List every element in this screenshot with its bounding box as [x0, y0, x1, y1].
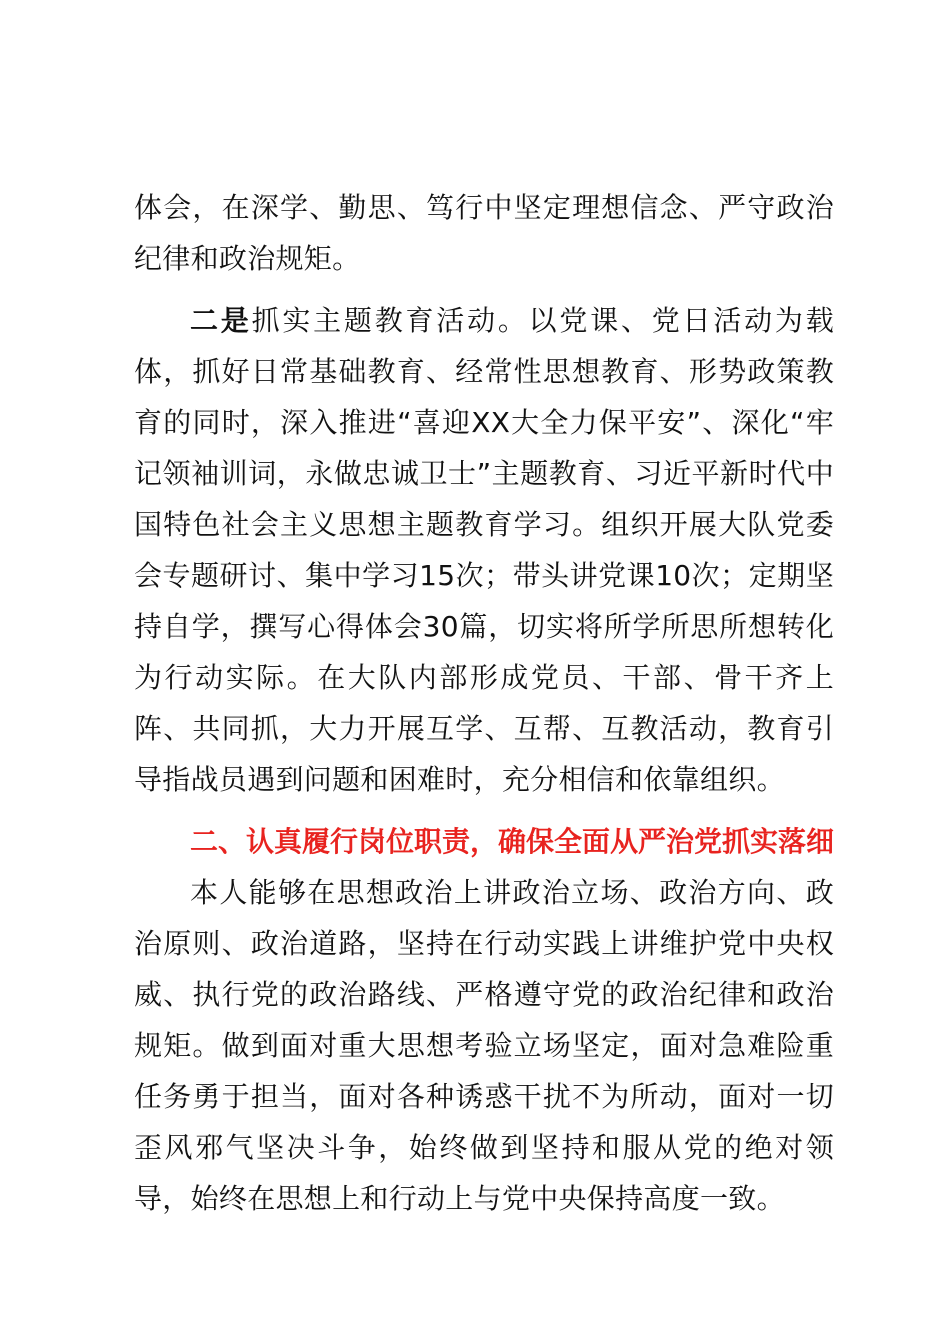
paragraph-duties: 本人能够在思想政治上讲政治立场、政治方向、政治原则、政治道路，坚持在行动实践上讲维护党中央权威、执行党的政治路线、严格遵守党的政治纪律和政治规矩。做到面对重大思想考验立场坚定，面对急难险重任务勇于担当，面对各种诱惑干扰不为所动，面对一切歪风邪气坚决斗争，始终做到坚持和服从党的绝对领导，始终在思想上和行动上与党中央保持高度一致。 — [134, 876, 834, 1215]
paragraph-continuation: 体会，在深学、勤思、笃行中坚定理想信念、严守政治纪律和政治规矩。 — [134, 191, 834, 275]
paragraph-theme-education — [134, 295, 834, 805]
paragraph-body: 抓实主题教育活动。以党课、党日活动为载体，抓好日常基础教育、经常性思想教育、形势政策教育的同时，深入推进“喜迎XX大全力保平安”、深化“牢记领袖训词，永做忠诚卫士”主题教育、习近平新时代中国特色社会主义思想主题教育学习。组织开展大队党委会专题研讨、集中学习15次；带头讲党课10次；定期坚持自学，撰写心得体会30篇，切实将所学所思所想转化为行动实际。在大队内部形成党员、干部、骨干齐上阵、共同抓，大力开展互学、互帮、互教活动，教育引导指战员遇到问题和困难时，充分相信和依靠组织。 — [134, 304, 834, 796]
section-heading: 二、认真履行岗位职责，确保全面从严治党抓实落细 — [190, 825, 835, 858]
document-body — [134, 182, 834, 1224]
paragraph-lead: 二是 — [190, 304, 252, 337]
